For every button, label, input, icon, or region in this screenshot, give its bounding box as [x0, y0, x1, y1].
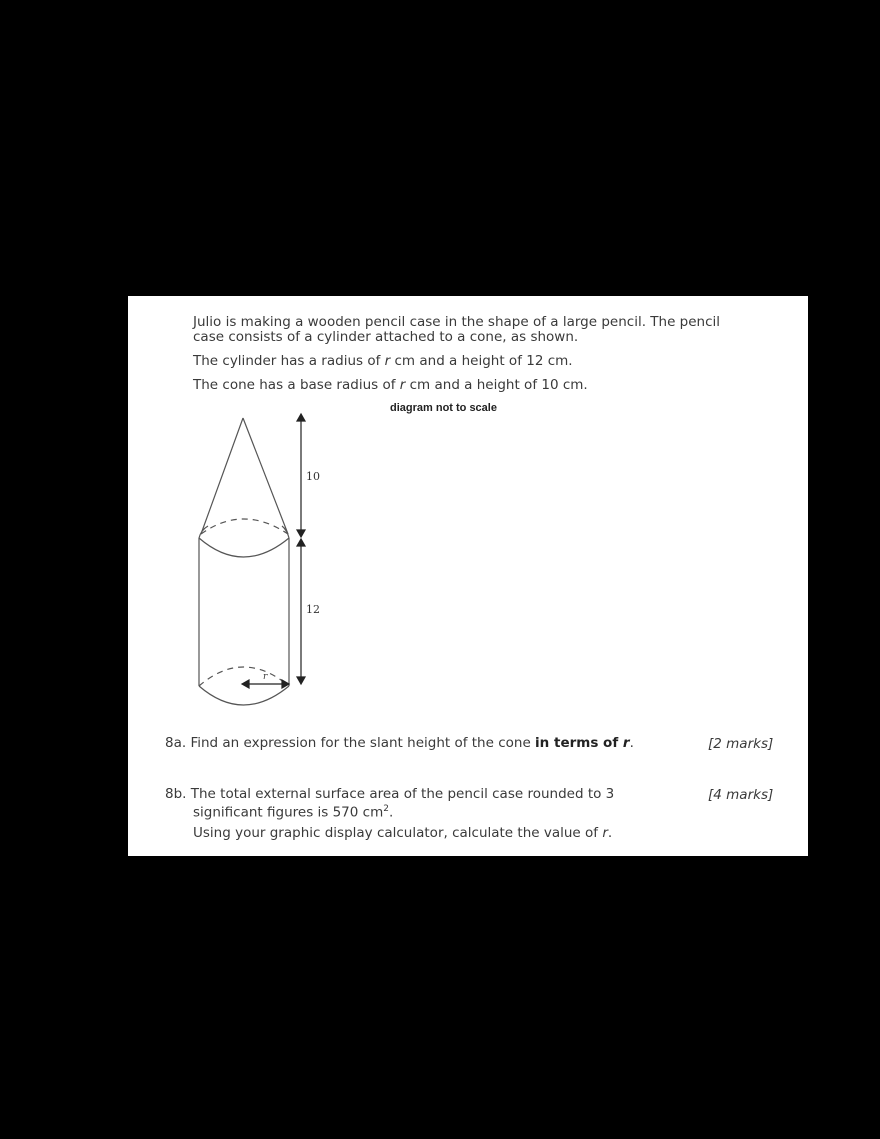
radius-label: r — [263, 672, 268, 682]
question-8b-line-3-period: . — [607, 825, 613, 841]
question-8b-line-2 — [193, 802, 393, 821]
cylinder-bottom-front — [199, 686, 289, 705]
question-8a-var: r — [622, 735, 630, 751]
cylinder-info — [193, 354, 573, 369]
cone-side-right — [243, 418, 288, 534]
cylinder-info-pre: The cylinder has a radius of — [193, 353, 385, 369]
cone-base-dashed — [201, 519, 288, 534]
cone-info-pre: The cone has a base radius of — [193, 377, 400, 393]
intro-line-2: case consists of a cylinder attached to a cone, as shown. — [193, 329, 579, 345]
question-8b-sup: 2 — [383, 804, 389, 814]
question-8b-line-3-text: Using your graphic display calculator, calculate the value of — [193, 825, 603, 841]
question-8b-line-3 — [193, 826, 612, 841]
question-8a-bold: in terms of — [535, 735, 623, 751]
question-8a-marks: [2 marks] — [708, 736, 774, 752]
question-8b-line-2-period: . — [388, 804, 394, 821]
cone-height-label: 10 — [306, 470, 320, 483]
question-8b-number: 8b. — [165, 786, 187, 802]
question-8a-number: 8a. — [165, 735, 187, 751]
question-8a-text: Find an expression for the slant height of the cone — [190, 735, 536, 751]
question-8b-var: r — [602, 825, 608, 841]
question-8b-line-1 — [165, 787, 614, 802]
cone-info-post: cm and a height of 10 cm. — [405, 377, 588, 393]
question-page — [128, 296, 808, 856]
question-8a-period: . — [629, 735, 634, 751]
question-8b-marks: [4 marks] — [708, 787, 774, 803]
cylinder-height-label: 12 — [306, 603, 320, 616]
cone-side-left — [201, 418, 243, 534]
question-8a — [165, 736, 634, 751]
question-8b-line-2-text: significant figures is 570 cm — [193, 804, 384, 821]
cylinder-info-post: cm and a height of 12 cm. — [390, 353, 573, 369]
intro-line-1: Julio is making a wooden pencil case in the shape of a large pencil. The pencil — [193, 314, 721, 330]
cylinder-radius-var: r — [384, 353, 391, 369]
cone-radius-var: r — [399, 377, 406, 393]
cylinder-top-front — [199, 538, 289, 557]
question-8b-text: The total external surface area of the pencil case rounded to 3 — [190, 786, 615, 802]
cone-info — [193, 378, 588, 393]
diagram-caption: diagram not to scale — [390, 402, 497, 414]
pencil-diagram — [188, 406, 388, 716]
